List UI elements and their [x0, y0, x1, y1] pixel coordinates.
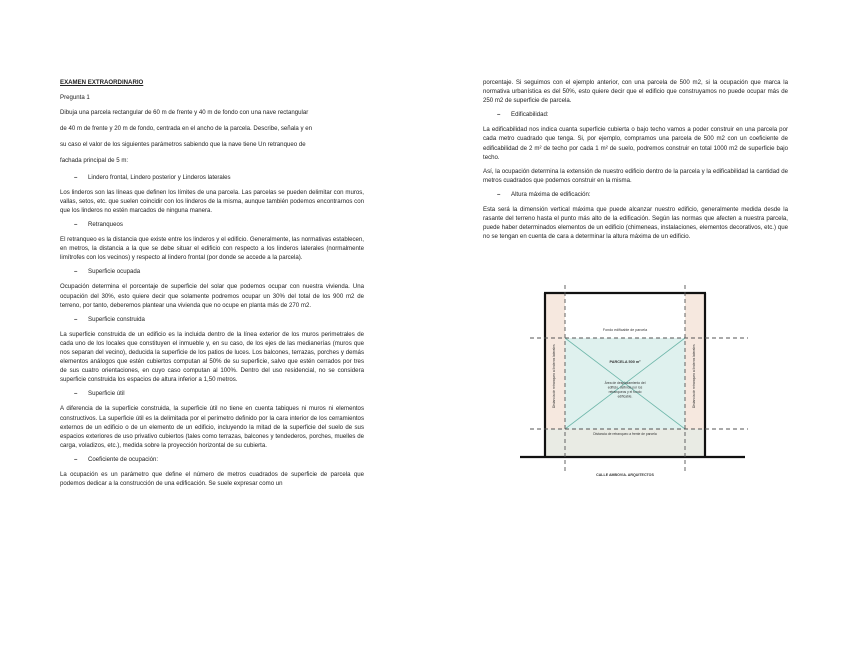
- intro-line: su caso el valor de los siguientes parámetros sabiendo que la nave tiene Un retranqueo de: [60, 141, 306, 149]
- section-body: Esta será la dimensión vertical máxima que puede alcanzar nuestro edificio, generalmente medida desde la rasante del terreno hasta el punto más alto de la edificación. Según las normas que afecten a nuestra parcela, puede haber determinados elementos de un edificio (chimeneas, instalaciones, elementos decorativos, etc.) que no se tengan en cuenta de cara a determinar la altura máxima de un edificio.: [483, 206, 788, 241]
- parcel-diagram: [520, 283, 778, 483]
- section-heading: – Altura máxima de edificación:: [497, 190, 591, 198]
- bottom-label: Distancia de retranqueo a frente de parcela: [593, 432, 657, 436]
- section-heading: – Edificabilidad:: [497, 111, 549, 119]
- section-heading: – Coeficiente de ocupación:: [74, 455, 159, 463]
- question-number: Pregunta 1: [60, 94, 90, 102]
- parcel-diagram-svg: [520, 283, 778, 483]
- right-column: [483, 78, 788, 246]
- section-body: La superficie construida de un edificio es la incluida dentro de la línea exterior de los muros perimetrales de cada uno de los locales que constituyen el inmueble y, en su caso, de los ejes de las medianerías (muros que nos separan del vecino), deducida la superficie de los patios de luces. Los balcones, terrazas, porches y demás elementos análogos que estén cubiertos computan al 50% de su superficie, salvo que estén cerrados por tres de sus cuatro orientaciones, en cuyo caso computan al 100%. Dentro del uso residencial, no se considera superficie construida los espacios de altura inferior a 1,50 metros.: [60, 330, 364, 384]
- center-label: Área de desplazamiento del: [604, 381, 646, 385]
- section-body: Así, la ocupación determina la extensión de nuestro edificio dentro de la parcela y la edificabilidad la cantidad de metros cuadrados que podemos construir en la misma.: [483, 167, 788, 184]
- left-column: [60, 78, 364, 493]
- section-body: A diferencia de la superficie construida, la superficie útil no tiene en cuenta tabiques ni muros ni elementos constructivos. La superficie útil es la delimitada por el perímetro definido por la cara interior de los cerramientos externos de un edificio o de un elemento de un edificio, incluyendo la mitad de la superficie del suelo de sus espacios exteriores de uso privativo cubiertos (tales como terrazas, balcones y tendederos, porches, muelles de carga, voladizos, etc.), medida sobre la proyección horizontal de su cubierta.: [60, 405, 364, 449]
- right-side-label: Distancia de retranqueo a linderos laterales: [692, 344, 696, 408]
- left-side-label: Distancia de retranqueo a linderos laterales: [552, 344, 556, 408]
- section-heading: – Lindero frontal, Lindero posterior y Linderos laterales: [74, 173, 231, 181]
- section-body: La edificabilidad nos indica cuanta superficie cubierta o bajo techo vamos a poder construir en una parcela por cada metro cuadrado que tenga. Si, por ejemplo, compramos una parcela de 500 m2 con un coeficiente de edificabilidad de 2 m² de techo por cada 1 m² de suelo, podremos construir en total 1000 m2 de superficie bajo techo.: [483, 126, 788, 161]
- continuation-text: porcentaje. Si seguimos con el ejemplo anterior, con una parcela de 500 m2, si la ocupación que marca la normativa urbanística es del 50%, esto quiere decir que el edificio que construyamos no puede ocupar más de 250 m2 de superficie de parcela.: [483, 79, 788, 105]
- street-label: CALLE AMBOVIA. ARQUITECTOS: [596, 473, 654, 477]
- section-body: La ocupación es un parámetro que define el número de metros cuadrados de superficie de parcela que podemos dedicar a la construcción de una edificación. Se suele expresar como un: [60, 471, 364, 488]
- section-heading: – Superficie construida: [74, 315, 145, 323]
- section-heading: – Retranqueos: [74, 220, 123, 228]
- center-label: retranqueos y el fondo: [608, 390, 642, 394]
- top-label: Fondo edificable de parcela: [602, 328, 648, 332]
- intro-line: Dibuja una parcela rectangular de 60 m de frente y 40 m de fondo con una nave rectangular: [60, 109, 309, 117]
- section-body: Ocupación determina el porcentaje de superficie del solar que podemos ocupar con nuestra vivienda. Una ocupación del 30%, esto quiere decir que solamente podremos ocupar un 30% del total de los 900 m2 de terreno, por tanto, deberemos plantear una vivienda que no ocupe en planta más de 270 m2.: [60, 283, 364, 309]
- exam-title: EXAMEN EXTRAORDINARIO: [60, 79, 144, 86]
- intro-line: fachada principal de 5 m:: [60, 157, 129, 165]
- center-label: edificable.: [617, 394, 633, 399]
- parcel-label: PARCELA 500 m²: [609, 360, 641, 364]
- section-heading: – Superficie ocupada: [74, 268, 141, 276]
- section-body: El retranqueo es la distancia que existe entre los linderos y el edificio. Generalmente, las normativas establecen, en metros, la distancia a la que se debe situar el edificio con respecto a los linderos laterales (normalmente limítrofes con los vecinos) y respecto al lindero frontal (por donde se accede a la parcela).: [60, 236, 364, 262]
- center-label: edificio, definida por los: [607, 385, 643, 390]
- intro-line: de 40 m de frente y 20 m de fondo, centrada en el ancho de la parcela. Describe, señala y en: [60, 125, 313, 133]
- section-body: Los linderos son las líneas que definen los límites de una parcela. Las parcelas se pueden delimitar con muros, vallas, setos, etc. que suelen coincidir con los linderos de la misma, aunque también podemos encontrarnos con que los linderos no estén marcados de ninguna manera.: [60, 188, 364, 214]
- section-heading: – Superficie útil: [74, 390, 125, 398]
